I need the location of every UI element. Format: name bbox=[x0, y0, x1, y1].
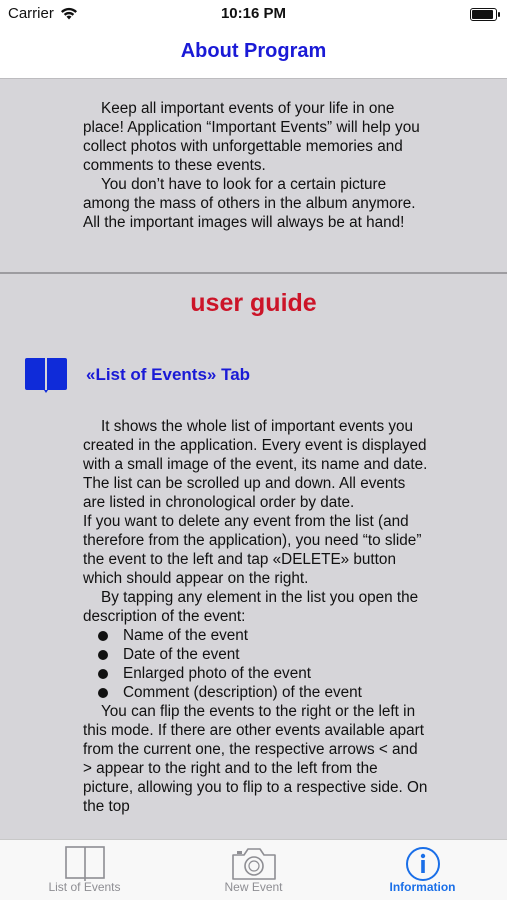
list-item: Enlarged photo of the event bbox=[83, 664, 428, 683]
status-time: 10:16 PM bbox=[220, 5, 287, 22]
book-outline-icon bbox=[65, 846, 105, 882]
status-bar bbox=[0, 0, 507, 30]
section-heading bbox=[24, 357, 250, 393]
guide-paragraph-3: By tapping any element in the list you open the description of the event: bbox=[83, 589, 419, 625]
guide-paragraph-4: You can flip the events to the right or the left in this mode. If there are other events available apart from the current one, the respective arrows < and > appear to the right and to the left from the picture, allowing you to flip to a respective side. On the top bbox=[83, 703, 428, 815]
book-icon bbox=[24, 357, 68, 393]
page-title: About Program bbox=[180, 40, 327, 62]
list-item: Comment (description) of the event bbox=[83, 683, 428, 702]
tab-bar bbox=[0, 839, 507, 900]
tab-label-new-event: New Event bbox=[224, 880, 283, 894]
tab-new-event[interactable] bbox=[169, 840, 338, 900]
battery-level bbox=[472, 10, 493, 19]
tab-information[interactable] bbox=[338, 840, 507, 900]
carrier-label: Carrier bbox=[8, 5, 54, 22]
guide-body bbox=[83, 417, 428, 816]
section-heading-label: «List of Events» Tab bbox=[86, 365, 251, 384]
content-scroll-area[interactable] bbox=[0, 78, 507, 841]
battery-icon bbox=[470, 8, 497, 21]
info-icon bbox=[404, 846, 442, 882]
intro-section bbox=[0, 79, 507, 274]
guide-paragraph-1: It shows the whole list of important events you created in the application. Every event is displayed with a small image of the event, its name and date. The list can be scrolled up and down. All events are listed in chronological order by date. bbox=[83, 418, 428, 511]
list-item: Date of the event bbox=[83, 645, 428, 664]
intro-text bbox=[83, 99, 428, 232]
guide-title: user guide bbox=[190, 289, 317, 317]
feature-list bbox=[83, 626, 428, 702]
intro-paragraph-2: You don’t have to look for a certain picture among the mass of others in the album anymore. All the important images will always be at hand! bbox=[83, 176, 416, 231]
guide-paragraph-2: If you want to delete any event from the list (and therefore from the application), you need “to slide” the event to the left and tap «DELETE» button which should appear on the right. bbox=[83, 513, 422, 587]
tab-label-information: Information bbox=[389, 880, 456, 894]
intro-paragraph-1: Keep all important events of your life in one place! Application “Important Events” will help you collect photos with unforgettable memories and comments to these events. bbox=[83, 100, 420, 174]
list-item: Name of the event bbox=[83, 626, 428, 645]
tab-list-of-events[interactable] bbox=[0, 840, 169, 900]
camera-icon bbox=[230, 846, 278, 882]
tab-label-list-of-events: List of Events bbox=[48, 880, 121, 894]
